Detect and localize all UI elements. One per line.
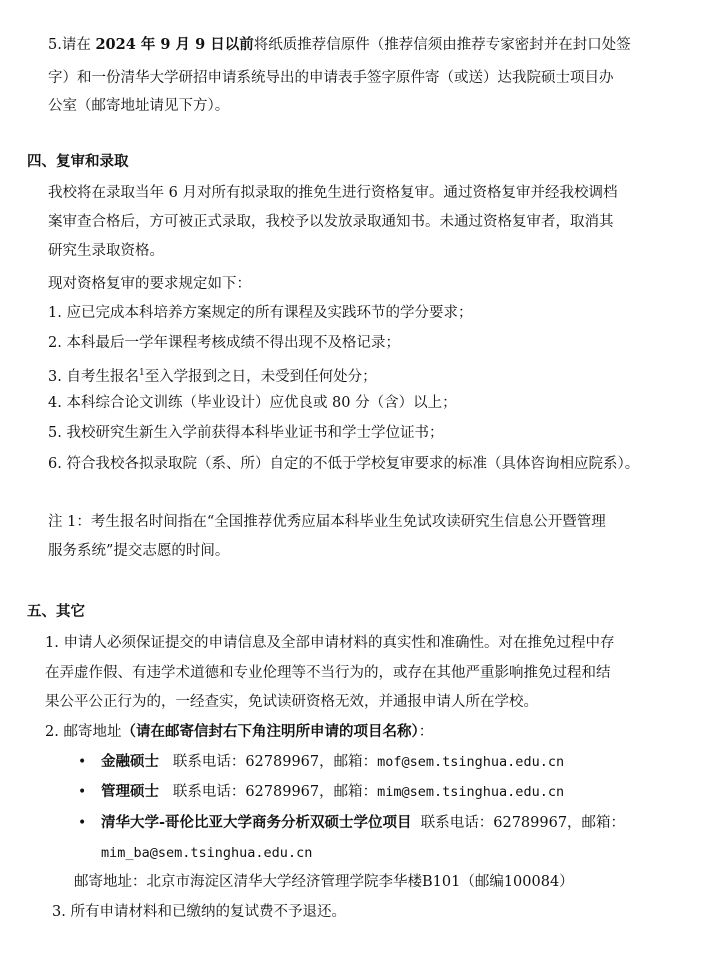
requirement-4: 4. 本科综合论文训练（毕业设计）应优良或 80 分（含）以上； — [48, 395, 457, 411]
requirement-3: 3. 自考生报名$^1$至入学报到之日，未受到任何处分； — [48, 368, 377, 385]
footnote-line2: 服务系统”提交志愿的时间。 — [48, 543, 230, 559]
item5-line1 — [48, 35, 631, 55]
section5-heading: 五、其它 — [27, 604, 85, 620]
section5-p1-line2: 在弄虚作假、有违学术道德和专业伦理等不当行为的，或存在其他严重影响推免过程和结 — [45, 665, 611, 681]
contact-mof: 金融硕士 联系电话：62789967，邮箱：mof@sem.tsinghua.edu.cn — [101, 753, 565, 770]
section5-p1-line1: 1. 申请人必须保证提交的申请信息及全部申请材料的真实性和准确性。对在推免过程中存 — [45, 635, 615, 651]
section4-heading: 四、复审和录取 — [27, 154, 129, 170]
item5-line3: 公室（邮寄地址请见下方）。 — [48, 98, 230, 114]
email-link[interactable]: mim_ba@sem.tsinghua.edu.cn — [101, 845, 313, 861]
section4-para-line3: 研究生录取资格。 — [48, 243, 164, 259]
item5-line1-rest: 将纸质推荐信原件（推荐信须由推荐专家密封并在封口处签 — [253, 37, 631, 53]
requirement-5: 5. 我校研究生新生入学前获得本科毕业证书和学士学位证书； — [48, 425, 444, 441]
mailing-address-label: 2. 邮寄地址（请在邮寄信封右下角注明所申请的项目名称）： — [45, 723, 434, 740]
item5-prefix: 5.请在 — [48, 37, 96, 53]
postal-address: 邮寄地址：北京市海淀区清华大学经济管理学院李华楼B101（邮编100084） — [74, 874, 574, 890]
email-link[interactable]: mof@sem.tsinghua.edu.cn — [377, 754, 565, 770]
footnote-line1: 注 1：考生报名时间指在“全国推荐优秀应届本科毕业生免试攻读研究生信息公开暨管理 — [48, 514, 606, 530]
contact-mim-ba: 清华大学-哥伦比亚大学商务分析双硕士学位项目 联系电话：62789967，邮箱： — [101, 814, 626, 831]
bullet-icon: • — [78, 815, 87, 831]
mailing-note: （请在邮寄信封右下角注明所申请的项目名称） — [121, 723, 419, 740]
bullet-icon: • — [78, 784, 87, 800]
requirement-2: 2. 本科最后一学年课程考核成绩不得出现不及格记录； — [48, 335, 400, 351]
footnote-marker: 1 — [138, 368, 145, 378]
section4-intro: 现对资格复审的要求规定如下： — [48, 276, 251, 292]
deadline-date: 2024 年 9 月 9 日以前 — [95, 36, 254, 53]
program-name: 金融硕士 — [101, 753, 159, 770]
section4-para-line1: 我校将在录取当年 6 月对所有拟录取的推免生进行资格复审。通过资格复审并经我校调档 — [48, 185, 618, 201]
requirement-1: 1. 应已完成本科培养方案规定的所有课程及实践环节的学分要求； — [48, 305, 473, 321]
program-name: 管理硕士 — [101, 783, 159, 800]
email-link[interactable]: mim@sem.tsinghua.edu.cn — [377, 784, 565, 800]
program-name: 清华大学-哥伦比亚大学商务分析双硕士学位项目 — [101, 814, 412, 831]
item5-line2: 字）和一份清华大学研招申请系统导出的申请表手签字原件寄（或送）达我院硕士项目办 — [48, 70, 614, 86]
section5-p3: 3. 所有申请材料和已缴纳的复试费不予退还。 — [52, 904, 346, 920]
requirement-6: 6. 符合我校各拟录取院（系、所）自定的不低于学校复审要求的标准（具体咨询相应院系）。 — [48, 456, 640, 472]
section5-p1-line3: 果公平公正行为的，一经查实，免试读研资格无效，并通报申请人所在学校。 — [45, 694, 538, 710]
section4-para-line2: 案审查合格后，方可被正式录取，我校予以发放录取通知书。未通过资格复审者，取消其 — [48, 214, 614, 230]
contact-mim: 管理硕士 联系电话：62789967，邮箱：mim@sem.tsinghua.edu.cn — [101, 783, 565, 800]
bullet-icon: • — [78, 754, 87, 770]
